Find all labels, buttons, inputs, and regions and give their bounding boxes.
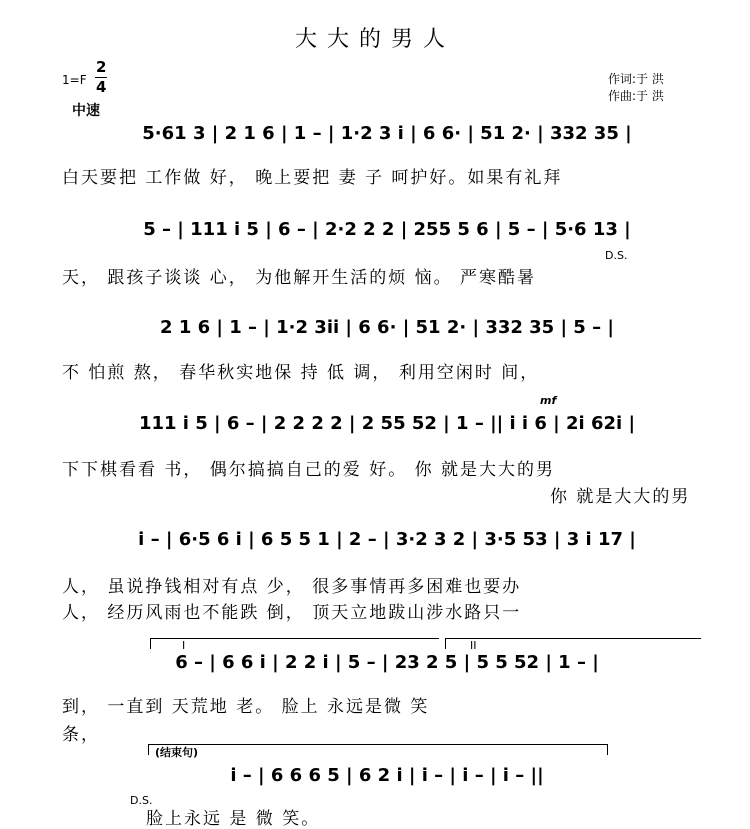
staff-row-5 [62, 522, 712, 562]
volta-2-label: II [470, 639, 477, 652]
staff-row-7 [62, 758, 712, 798]
lyricist-credit: 作词:于 洪 [608, 72, 664, 86]
staff-row-1 [62, 116, 712, 156]
lyric-line: 白天要把 工作做 好， 晚上要把 妻 子 呵护好。如果有礼拜 [62, 168, 563, 188]
lyric-line: 到， 一直到 天荒地 老。 脸上 永远是微 笑 [62, 697, 430, 717]
notation-line: i – | 6·5 6 i | 6 5 5 1 | 2 – | 3·2 3 2 | 3·5 53 | 3 i 17 | [138, 528, 636, 550]
lyric-line-verse2: 你 就是大大的男 [550, 487, 691, 507]
lyric-line: 人， 虽说挣钱相对有点 少， 很多事情再多困难也要办 [62, 577, 522, 597]
song-title: 大大的男人 [294, 27, 455, 52]
notation-line: i – | 6 6 6 5 | 6 2 i | i – | i – | i – || [230, 764, 544, 786]
key-signature: 1=F [62, 73, 87, 87]
time-signature-bottom: 4 [96, 78, 107, 96]
dynamic-mf: mf [540, 394, 557, 407]
volta-1-label: I [182, 639, 186, 652]
ending-label: (结束句) [155, 746, 199, 759]
notation-line: 5·61 3 | 2 1 6 | 1 – | 1·2 3 i | 6 6· | 51 2· | 332 35 | [142, 122, 632, 144]
lyric-line: 不 怕煎 熬， 春华秋实地保 持 低 调， 利用空闲时 间， [62, 363, 540, 383]
ds-mark: D.S. [605, 249, 628, 262]
staff-row-3 [62, 310, 712, 350]
lyric-line: 天， 跟孩子谈谈 心， 为他解开生活的烦 恼。 严寒酷暑 [62, 268, 537, 288]
ds-mark-end: D.S. [130, 794, 153, 807]
tempo-marking: 中速 [72, 103, 100, 119]
lyric-line: 下下棋看看 书， 偶尔搞搞自己的爱 好。 你 就是大大的男 [62, 460, 556, 480]
notation-line: 5 – | 111 i 5 | 6 – | 2·2 2 2 | 255 5 6 | 5 – | 5·6 13 | [143, 218, 631, 240]
composer-credit: 作曲:于 洪 [608, 89, 664, 103]
staff-row-4 [62, 406, 712, 446]
lyric-line-verse2: 条， [62, 725, 100, 745]
lyric-line-verse2: 人， 经历风雨也不能跌 倒， 顶天立地跋山涉水路只一 [62, 603, 522, 623]
notation-line: 2 1 6 | 1 – | 1·2 3ii | 6 6· | 51 2· | 332 35 | 5 – | [160, 316, 614, 338]
notation-line: 111 i 5 | 6 – | 2 2 2 2 | 2 55 52 | 1 – || i i 6 | 2i 62i | [138, 412, 636, 434]
lyric-line: 脸上永远 是 微 笑。 [146, 809, 321, 829]
staff-row-6 [62, 645, 712, 685]
time-signature-top: 2 [96, 58, 107, 76]
notation-line: 6 – | 6 6 i | 2 2 i | 5 – | 23 2 5 | 5 5 52 | 1 – | [175, 651, 599, 673]
ending-bracket [148, 744, 608, 755]
staff-row-2 [62, 212, 712, 252]
